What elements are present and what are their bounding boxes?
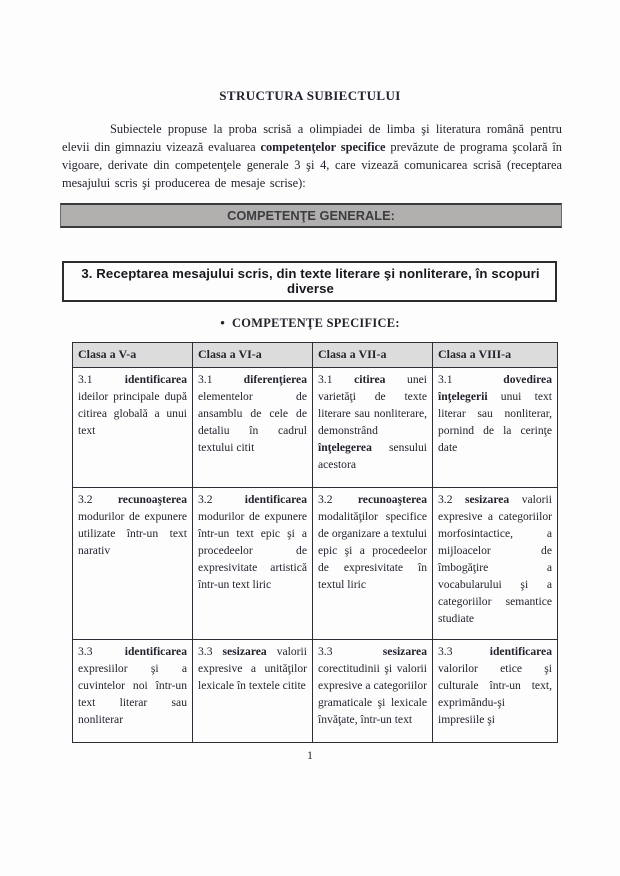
- cell-text: 3.1: [438, 373, 504, 386]
- table-row: [73, 488, 558, 640]
- cell-bold-keyword: identificarea: [489, 645, 552, 658]
- cell-bold-keyword: recunoaşterea: [117, 493, 187, 506]
- cell-bold-keyword: recunoaşterea: [357, 493, 427, 506]
- table-header-cell: Clasa a VII-a: [313, 343, 433, 368]
- intro-bold-phrase: competenţelor specifice: [260, 140, 386, 154]
- cell-text: 3.2: [78, 493, 118, 506]
- cell-text: valorii expresive a categoriilor morfosintactice, a mijloacelor de îmbogăţire a vocabularului şi a categoriilor semantice studiate: [438, 493, 552, 625]
- specific-competences-heading: [0, 315, 620, 331]
- cell-text: modurilor de expunere utilizate într-un text narativ: [78, 510, 187, 557]
- cell-text: 3.1: [198, 373, 244, 386]
- cell-text: 3.1: [318, 373, 355, 386]
- table-header-cell: Clasa a VI-a: [193, 343, 313, 368]
- table-cell: [193, 640, 313, 743]
- cell-text: 3.3: [318, 645, 383, 658]
- cell-bold-keyword: citirea: [354, 373, 386, 386]
- table-header-cell: Clasa a VIII-a: [433, 343, 558, 368]
- cell-text: corectitudinii şi valorii expresive a categoriilor gramaticale şi lexicale învăţate, într-un text: [318, 662, 427, 726]
- specific-competences-label: COMPETENŢE SPECIFICE:: [232, 316, 400, 330]
- cell-text: valorilor etice şi culturale într-un text, exprimându-şi impresiile şi: [438, 662, 552, 726]
- table-row: [73, 368, 558, 488]
- competences-table: [72, 342, 558, 743]
- cell-bold-keyword: identificarea: [124, 373, 187, 386]
- cell-text: 3.3: [78, 645, 125, 658]
- document-title: STRUCTURA SUBIECTULUI: [219, 88, 401, 103]
- intro-text-before: Subiectele propuse la proba scrisă a olimpiadei de limba şi literatura română pentru elevii din gimnaziu vizează evaluarea: [62, 122, 562, 154]
- table-cell: [313, 368, 433, 488]
- page-number: 1: [307, 750, 313, 762]
- table-cell: [193, 368, 313, 488]
- table-row: [73, 640, 558, 743]
- cell-text: modalităţilor specifice de organizare a textului epic şi a procedeelor de expresivitate în textul liric: [318, 510, 427, 591]
- table-cell: [313, 488, 433, 640]
- cell-bold-keyword: diferenţierea: [243, 373, 307, 386]
- cell-text: 3.2: [318, 493, 358, 506]
- table-header-row: [73, 343, 558, 368]
- table-cell: [73, 488, 193, 640]
- cell-text: elementelor de ansamblu de cele de detaliu în cadrul textului citit: [198, 390, 307, 454]
- cell-text: 3.2: [438, 493, 465, 506]
- cell-text: expresiilor şi a cuvintelor noi într-un text literar sau nonliterar: [78, 662, 187, 726]
- table-header-cell: Clasa a V-a: [73, 343, 193, 368]
- table-cell: [193, 488, 313, 640]
- competence-3-box: 3. Receptarea mesajului scris, din texte literare şi nonliterare, în scopuri diverse: [62, 261, 557, 302]
- table-cell: [73, 368, 193, 488]
- cell-text: unei varietăţi de texte literare sau nonliterare, demonstrând: [318, 373, 428, 437]
- cell-text: 3.3: [438, 645, 490, 658]
- cell-text: sensului acestora: [318, 441, 427, 471]
- cell-text: 3.3: [198, 645, 223, 658]
- table-cell: [433, 368, 558, 488]
- cell-bold-keyword: identificarea: [244, 493, 307, 506]
- table-cell: [433, 488, 558, 640]
- cell-text: 3.1: [78, 373, 125, 386]
- cell-bold-keyword: sesizarea: [382, 645, 427, 658]
- cell-bold-keyword: dovedirea înţelegerii: [438, 373, 552, 403]
- bullet-icon: •: [220, 315, 226, 330]
- cell-text: valorii expresive a unităţilor lexicale în textele citite: [198, 645, 307, 692]
- table-cell: [73, 640, 193, 743]
- cell-text: 3.2: [198, 493, 245, 506]
- cell-bold-keyword: identificarea: [124, 645, 187, 658]
- cell-bold-keyword: înţelegerea: [318, 441, 372, 454]
- cell-bold-keyword: sesizarea: [222, 645, 267, 658]
- general-competences-banner: COMPETENŢE GENERALE:: [60, 203, 562, 228]
- cell-bold-keyword: sesizarea: [465, 493, 510, 506]
- table-cell: [433, 640, 558, 743]
- cell-text: ideilor principale după citirea globală a unui text: [78, 390, 187, 437]
- table-cell: [313, 640, 433, 743]
- intro-paragraph: [62, 120, 562, 192]
- cell-text: unui text literar sau nonliterar, pornind de la cerinţe date: [438, 390, 552, 454]
- cell-text: modurilor de expunere într-un text epic şi a procedeelor de expresivitate artistică într-un text liric: [198, 510, 307, 591]
- intro-text-after: prevăzute de programa şcolară în vigoare, derivate din competenţele generale 3 şi 4, care vizează comunicarea scrisă (receptarea mesajului scris şi producerea de mesaje scrise):: [62, 140, 562, 190]
